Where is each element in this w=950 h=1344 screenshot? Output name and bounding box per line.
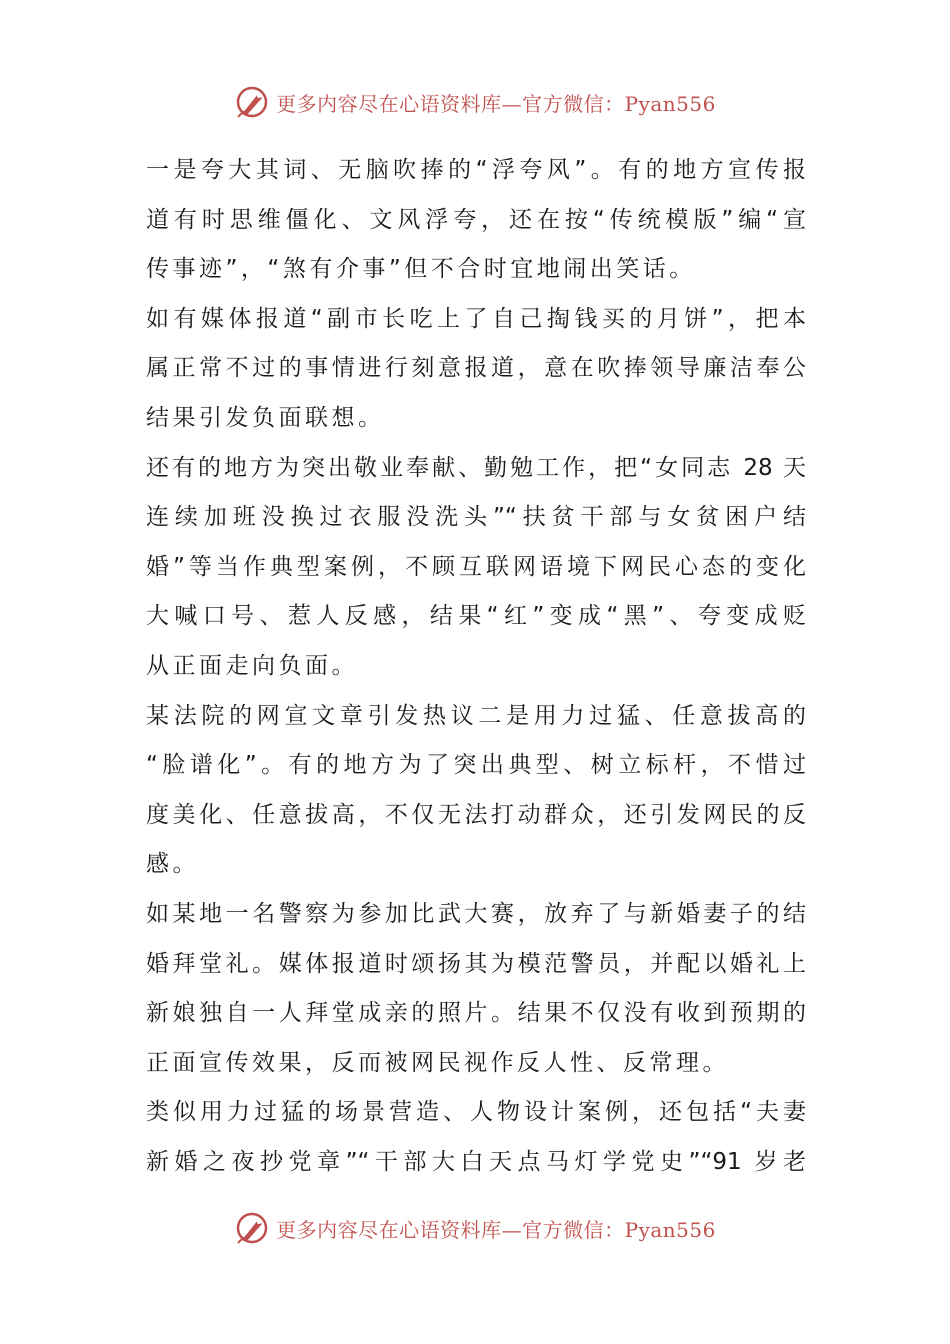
body-line: “脸谱化”。有的地方为了突出典型、树立标杆，不惜过 <box>146 752 806 779</box>
body-line: 传事迹”，“煞有介事”但不合时宜地闹出笑话。 <box>146 256 696 283</box>
body-line: 新娘独自一人拜堂成亲的照片。结果不仅没有收到预期的 <box>146 1000 806 1027</box>
body-line: 类似用力过猛的场景营造、人物设计案例，还包括“夫妻 <box>146 1099 806 1126</box>
body-line: 如某地一名警察为参加比武大赛，放弃了与新婚妻子的结 <box>146 900 806 927</box>
body-line: 大喊口号、惹人反感，结果“红”变成“黑”、夸变成贬 <box>146 603 806 630</box>
pen-nib-logo-icon <box>234 84 270 120</box>
body-line: 婚拜堂礼。媒体报道时颂扬其为模范警员，并配以婚礼上 <box>146 950 806 977</box>
footer-banner <box>0 1208 950 1248</box>
body-line: 结果引发负面联想。 <box>146 404 385 431</box>
body-line: 一是夸大其词、无脑吹捧的“浮夸风”。有的地方宣传报 <box>146 157 806 183</box>
body-line: 正面宣传效果，反而被网民视作反人性、反常理。 <box>146 1049 729 1076</box>
body-line: 婚”等当作典型案例，不顾互联网语境下网民心态的变化 <box>146 553 806 580</box>
document-body <box>146 146 806 1187</box>
pen-nib-logo-icon <box>234 1210 270 1246</box>
body-line: 从正面走向负面。 <box>146 652 358 679</box>
header-banner <box>0 82 950 122</box>
body-line: 如有媒体报道“副市长吃上了自己掏钱买的月饼”，把本 <box>146 305 806 332</box>
body-line: 度美化、任意拔高，不仅无法打动群众，还引发网民的反 <box>146 801 806 828</box>
body-line: 某法院的网宣文章引发热议二是用力过猛、任意拔高的 <box>146 702 806 729</box>
body-line: 感。 <box>146 851 199 878</box>
body-line: 道有时思维僵化、文风浮夸，还在按“传统模版”编“宣 <box>146 206 806 233</box>
header-banner-text: 更多内容尽在心语资料库—官方微信：Pyan556 <box>276 91 716 116</box>
body-line: 还有的地方为突出敬业奉献、勤勉工作，把“女同志 28 天 <box>146 454 806 481</box>
body-line: 新婚之夜抄党章”“干部大白天点马灯学党史”“91 岁老 <box>146 1148 806 1175</box>
body-line: 属正常不过的事情进行刻意报道，意在吹捧领导廉洁奉公 <box>146 355 806 382</box>
footer-banner-text: 更多内容尽在心语资料库—官方微信：Pyan556 <box>276 1217 716 1242</box>
body-line: 连续加班没换过衣服没洗头”“扶贫干部与女贫困户结 <box>146 504 806 531</box>
